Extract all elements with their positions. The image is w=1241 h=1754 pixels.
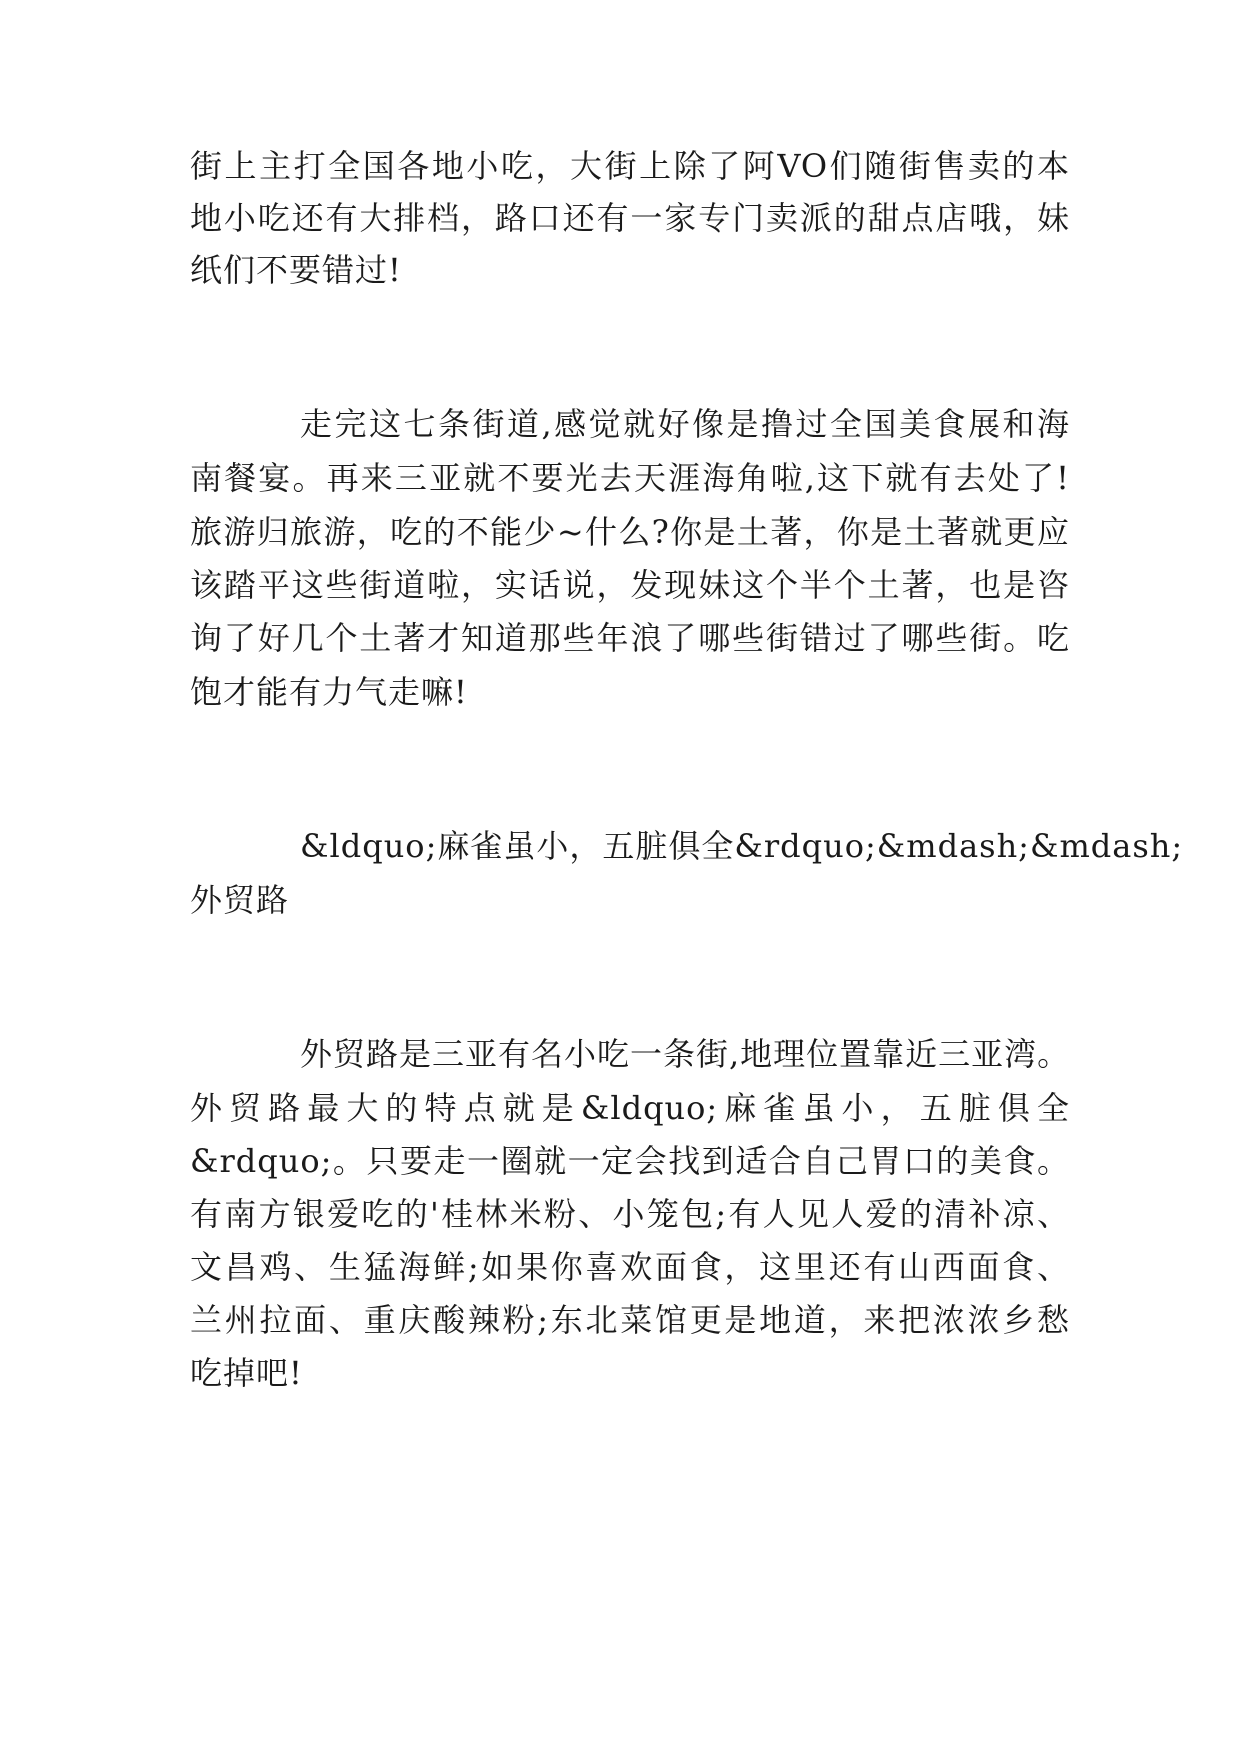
paragraph-2-line-6: 饱才能有力气走嘛! bbox=[190, 673, 468, 711]
paragraph-4-line-1: 外贸路是三亚有名小吃一条街,地理位置靠近三亚湾。 bbox=[300, 1035, 1071, 1073]
paragraph-2-line-3: 旅游归旅游，吃的不能少~什么?你是土著，你是土著就更应 bbox=[190, 513, 1070, 551]
paragraph-2-line-5: 询了好几个土著才知道那些年浪了哪些街错过了哪些街。吃 bbox=[190, 619, 1070, 657]
paragraph-2-line-2: 南餐宴。再来三亚就不要光去天涯海角啦,这下就有去处了! bbox=[190, 459, 1070, 497]
paragraph-1-line-3: 纸们不要错过! bbox=[190, 251, 402, 289]
paragraph-4-line-6: 兰州拉面、重庆酸辣粉;东北菜馆更是地道，来把浓浓乡愁 bbox=[190, 1301, 1070, 1339]
paragraph-4-line-2: 外贸路最大的特点就是&ldquo;麻雀虽小，五脏俱全 bbox=[190, 1089, 1070, 1127]
paragraph-2-line-1: 走完这七条街道,感觉就好像是撸过全国美食展和海 bbox=[300, 405, 1070, 443]
paragraph-1-line-1: 街上主打全国各地小吃，大街上除了阿VO们随街售卖的本 bbox=[190, 147, 1070, 185]
paragraph-4-line-5: 文昌鸡、生猛海鲜;如果你喜欢面食，这里还有山西面食、 bbox=[190, 1248, 1070, 1286]
paragraph-4-line-3: &rdquo;。只要走一圈就一定会找到适合自己胃口的美食。 bbox=[190, 1142, 1070, 1180]
paragraph-2-line-4: 该踏平这些街道啦，实话说，发现妹这个半个土著，也是咨 bbox=[190, 566, 1070, 604]
paragraph-1-line-2: 地小吃还有大排档，路口还有一家专门卖派的甜点店哦，妹 bbox=[190, 199, 1070, 237]
paragraph-3-line-2: 外贸路 bbox=[190, 881, 290, 919]
paragraph-4-line-7: 吃掉吧! bbox=[190, 1354, 303, 1392]
paragraph-4-line-4: 有南方银爱吃的'桂林米粉、小笼包;有人见人爱的清补凉、 bbox=[190, 1195, 1070, 1233]
paragraph-3-line-1: &ldquo;麻雀虽小，五脏俱全&rdquo;&mdash;&mdash; bbox=[300, 827, 1184, 865]
